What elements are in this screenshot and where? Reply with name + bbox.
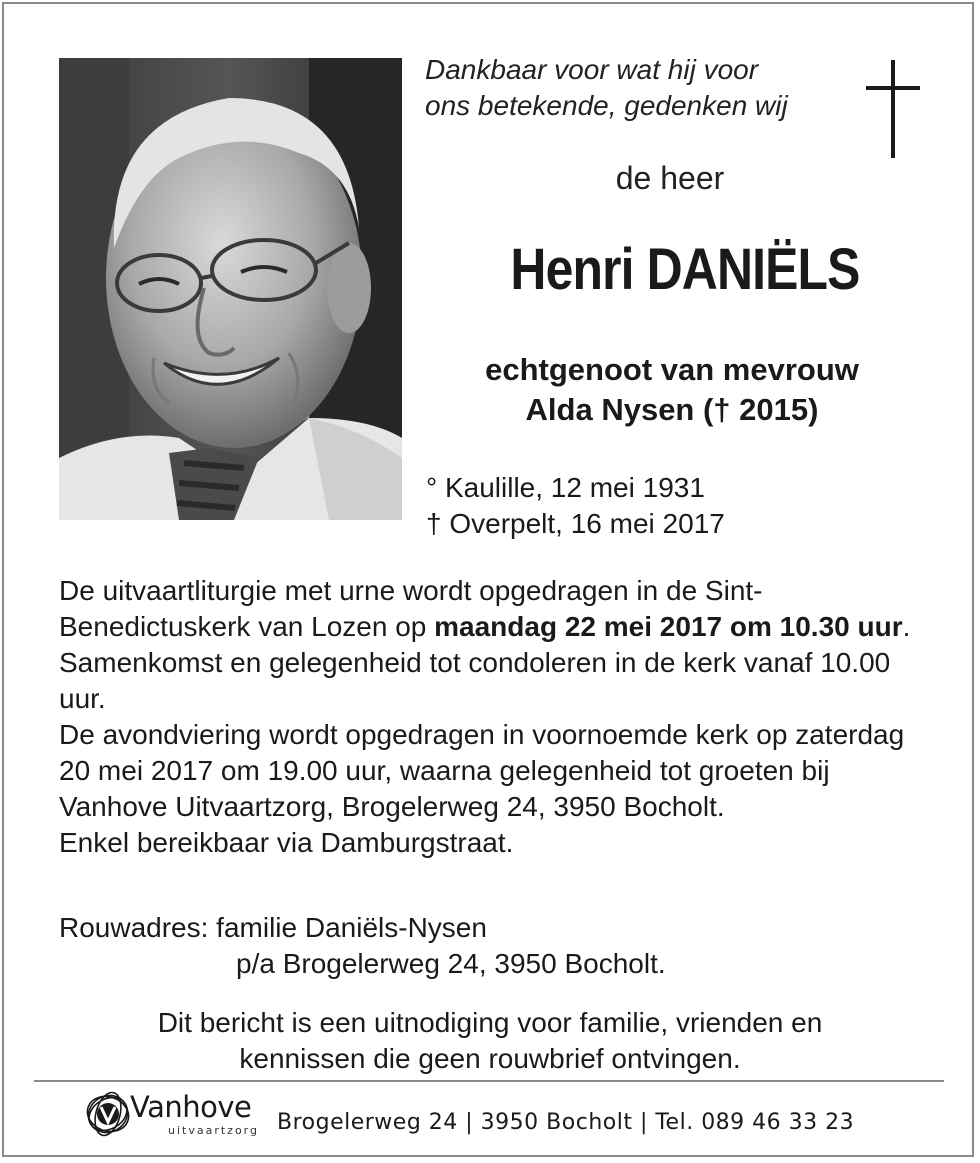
logo-subtitle: uitvaartzorg xyxy=(168,1124,259,1137)
portrait-photo xyxy=(59,58,402,520)
liturgy-datetime: maandag 22 mei 2017 om 10.30 uur xyxy=(434,611,903,642)
life-dates xyxy=(426,470,725,542)
intro-line-2: ons betekende, gedenken wij xyxy=(425,90,788,121)
footer-divider xyxy=(34,1080,944,1082)
liturgy-text-a: De uitvaartliturgie met urne wordt opgedragen in de Sint-Benedictuskerk van Lozen op xyxy=(59,575,763,642)
funeral-details xyxy=(59,573,939,861)
vanhove-emblem-icon xyxy=(84,1090,132,1138)
deceased-name: Henri DANIËLS xyxy=(510,237,860,302)
intro-text xyxy=(425,52,788,124)
death-date: † Overpelt, 16 mei 2017 xyxy=(426,508,725,539)
mourning-address xyxy=(59,910,666,982)
intro-line-1: Dankbaar voor wat hij voor xyxy=(425,54,759,85)
spouse-line-1: echtgenoot van mevrouw xyxy=(485,352,859,387)
footer-contact: Brogelerweg 24 | 3950 Bocholt | Tel. 089 46 33 23 xyxy=(277,1110,855,1135)
birth-date: ° Kaulille, 12 mei 1931 xyxy=(426,472,705,503)
logo-name: Vanhove xyxy=(130,1090,252,1124)
address-line-2: p/a Brogelerweg 24, 3950 Bocholt. xyxy=(236,948,666,979)
notice-line-1: Dit bericht is een uitnodiging voor familie, vrienden en xyxy=(157,1007,823,1038)
liturgy-paragraph xyxy=(59,573,939,717)
spouse-line-2: Alda Nysen († 2015) xyxy=(525,392,819,427)
honorific: de heer xyxy=(615,160,725,196)
invitation-notice xyxy=(40,1005,940,1077)
evening-service-paragraph: De avondviering wordt opgedragen in voornoemde kerk op zaterdag 20 mei 2017 om 19.00 uur, waarna gelegenheid tot groeten bij Vanhove Uitvaartzorg, Brogelerweg 24, 3950 Bocholt. xyxy=(59,719,905,822)
liturgy-text-b: . Samenkomst en gelegenheid tot condoleren in de kerk vanaf 10.00 uur. xyxy=(59,611,911,714)
address-line-1: Rouwadres: familie Daniëls-Nysen xyxy=(59,912,487,943)
cross-icon xyxy=(862,60,924,163)
spouse-info xyxy=(412,350,932,430)
vanhove-logo xyxy=(84,1088,274,1144)
notice-line-2: kennissen die geen rouwbrief ontvingen. xyxy=(239,1043,741,1074)
access-note: Enkel bereikbaar via Damburgstraat. xyxy=(59,827,514,858)
